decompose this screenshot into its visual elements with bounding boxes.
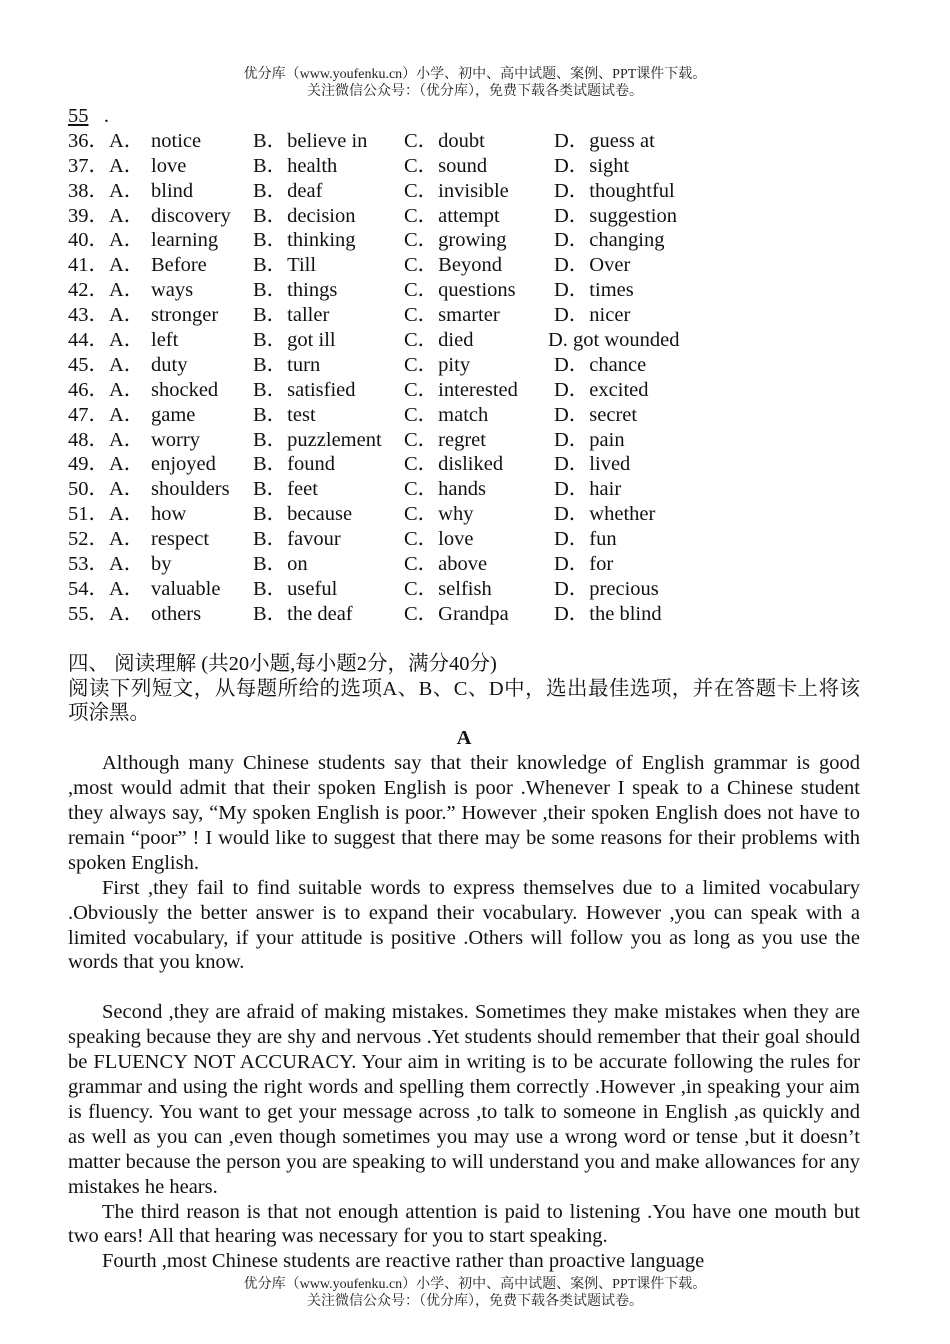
question-row [68, 179, 860, 204]
option-d: D．lived [554, 453, 631, 476]
option-c: C．Grandpa [404, 602, 509, 625]
option-c: C．love [404, 528, 474, 551]
option-c: C．smarter [404, 304, 500, 327]
option-b: B．health [253, 154, 338, 177]
question-number: 54．A． [68, 577, 145, 600]
question-row [68, 129, 860, 154]
option-c: C．hands [404, 478, 486, 501]
option-a: left [151, 329, 179, 352]
question-row [68, 602, 860, 627]
answer-blank: 55 [68, 105, 89, 127]
passage-paragraph: The third reason is that not enough attention is paid to listening .You have one mouth but two ears! All that hearing was necessary for you to start speaking. [68, 1200, 860, 1248]
question-number: 52．A． [68, 528, 145, 551]
option-a: stronger [151, 304, 219, 327]
option-b: B．useful [253, 577, 338, 600]
option-a: by [151, 553, 172, 576]
option-c: C．disliked [404, 453, 504, 476]
option-b: B．because [253, 503, 353, 526]
footer-line-1: 优分库（www.youfenku.cn）小学、初中、高中试题、案例、PPT课件下载。 [243, 1277, 707, 1292]
continuation-line [68, 104, 860, 129]
passage-title: A [456, 727, 472, 750]
option-d: D．whether [554, 503, 656, 526]
option-a: discovery [151, 204, 231, 227]
option-a: respect [151, 528, 210, 551]
option-a: shoulders [151, 478, 230, 501]
question-row [68, 328, 860, 353]
question-row [68, 353, 860, 378]
option-b: B．decision [253, 204, 356, 227]
question-number: 38．A． [68, 179, 145, 202]
option-a: shocked [151, 378, 219, 401]
option-c: C．invisible [404, 179, 509, 202]
option-a: valuable [151, 577, 221, 600]
question-row [68, 403, 860, 428]
options-list [68, 129, 860, 627]
option-d: D．Over [554, 254, 631, 277]
option-a: game [151, 403, 196, 426]
question-row [68, 428, 860, 453]
continuation-tail: . [98, 105, 109, 127]
question-number: 42．A． [68, 279, 145, 302]
option-b: B．on [253, 553, 308, 576]
passage-paragraph: Second ,they are afraid of making mistakes. Sometimes they make mistakes when they are speaking because they are shy and nervous .Yet students should remember that their goal should be FLUENCY NOT ACCURACY. Your aim in writing is to be accurate following the rules for grammar and using the right words and spelling them correctly .However ,in speaking your aim is fluency. You want to get your message across ,to talk to someone in English ,as quickly and as well as you can ,even though sometimes you may use a wrong word or tense ,but it doesn’t matter because the person you are speaking to will understand you and make allowances for any mistakes he hears. [68, 1001, 860, 1198]
section-heading: 四、 阅读理解 (共20小题,每小题2分，满分40分) [68, 652, 497, 675]
option-b: B．Till [253, 254, 317, 277]
question-number: 50．A． [68, 478, 145, 501]
question-number: 40．A． [68, 229, 145, 252]
option-c: C．Beyond [404, 254, 502, 277]
question-number: 48．A． [68, 428, 145, 451]
option-d: D．hair [554, 478, 622, 501]
question-number: 41．A． [68, 254, 145, 277]
option-c: C．regret [404, 428, 486, 451]
option-a: duty [151, 353, 188, 376]
question-row [68, 502, 860, 527]
option-d: D．excited [554, 378, 649, 401]
option-d: D. got wounded [548, 329, 680, 352]
option-a: learning [151, 229, 219, 252]
option-c: C．attempt [404, 204, 500, 227]
option-d: D．secret [554, 403, 638, 426]
question-number: 37．A． [68, 154, 145, 177]
question-number: 53．A． [68, 553, 145, 576]
option-d: D．guess at [554, 129, 655, 152]
question-number: 51．A． [68, 503, 145, 526]
option-c: C．interested [404, 378, 518, 401]
option-c: C．growing [404, 229, 507, 252]
question-number: 43．A． [68, 304, 145, 327]
option-d: D．suggestion [554, 204, 677, 227]
option-a: blind [151, 179, 194, 202]
question-number: 45．A． [68, 353, 145, 376]
option-b: B．believe in [253, 129, 368, 152]
option-c: C．why [404, 503, 474, 526]
footer-line-2: 关注微信公众号：（优分库），免费下载各类试题试卷。 [307, 1294, 643, 1309]
page-footer [0, 1276, 950, 1310]
option-d: D．changing [554, 229, 665, 252]
option-d: D．pain [554, 428, 625, 451]
option-b: B．the deaf [253, 602, 353, 625]
page-content [68, 104, 860, 1274]
question-row [68, 303, 860, 328]
passage-paragraph: Although many Chinese students say that their knowledge of English grammar is good ,most would admit that their spoken English is poor .Whenever I speak to a Chinese student they always say, “My spoken English is poor.” However ,their spoken English does not have to remain “poor” ! I would like to suggest that there may be some reasons for their problems with spoken English. [68, 752, 860, 874]
option-d: D．for [554, 553, 614, 576]
option-d: D．the blind [554, 602, 662, 625]
option-c: C．above [404, 553, 488, 576]
header-line-1: 优分库（www.youfenku.cn）小学、初中、高中试题、案例、PPT课件下载。 [243, 67, 707, 82]
question-row [68, 378, 860, 403]
option-a: ways [151, 279, 194, 302]
page-header [0, 66, 950, 100]
question-row [68, 278, 860, 303]
option-a: worry [151, 428, 200, 451]
option-b: B．things [253, 279, 338, 302]
question-number: 47．A． [68, 403, 145, 426]
option-b: B．test [253, 403, 316, 426]
option-b: B．feet [253, 478, 318, 501]
question-row [68, 204, 860, 229]
question-row [68, 577, 860, 602]
section-instruction: 阅读下列短文，从每题所给的选项A、B、C、D中，选出最佳选项，并在答题卡上将该项涂黑。 [68, 677, 860, 725]
passage-paragraph: Fourth ,most Chinese students are reactive rather than proactive language [102, 1250, 705, 1273]
option-b: B．found [253, 453, 335, 476]
question-number: 46．A． [68, 378, 145, 401]
question-row [68, 552, 860, 577]
header-line-2: 关注微信公众号：（优分库），免费下载各类试题试卷。 [307, 84, 643, 99]
option-b: B．puzzlement [253, 428, 382, 451]
option-d: D．chance [554, 353, 647, 376]
option-c: C．match [404, 403, 489, 426]
question-number: 39．A． [68, 204, 145, 227]
option-d: D．sight [554, 154, 630, 177]
question-row [68, 154, 860, 179]
option-b: B．got ill [253, 329, 336, 352]
option-a: love [151, 154, 187, 177]
question-number: 55．A． [68, 602, 145, 625]
question-row [68, 452, 860, 477]
option-c: C．questions [404, 279, 516, 302]
passage-paragraph: First ,they fail to find suitable words to express themselves due to a limited vocabulary .Obviously the better answer is to expand their vocabulary. However ,you can speak with a limited vocabulary, if your attitude is positive .Others will follow you as long as you use the words that you know. [68, 876, 860, 974]
option-c: C．doubt [404, 129, 485, 152]
option-b: B．taller [253, 304, 330, 327]
option-d: D．thoughtful [554, 179, 675, 202]
option-a: Before [151, 254, 207, 277]
option-a: notice [151, 129, 202, 152]
paragraph-gap [68, 975, 860, 1000]
option-b: B．favour [253, 528, 341, 551]
option-b: B．deaf [253, 179, 323, 202]
question-number: 36．A． [68, 129, 145, 152]
option-b: B．turn [253, 353, 321, 376]
question-row [68, 228, 860, 253]
question-number: 49．A． [68, 453, 145, 476]
option-c: C．died [404, 329, 474, 352]
question-number: 44．A． [68, 329, 145, 352]
option-c: C．selfish [404, 577, 492, 600]
option-b: B．satisfied [253, 378, 356, 401]
question-row [68, 477, 860, 502]
option-a: how [151, 503, 187, 526]
option-a: enjoyed [151, 453, 216, 476]
question-row [68, 253, 860, 278]
option-d: D．fun [554, 528, 617, 551]
option-b: B．thinking [253, 229, 356, 252]
option-d: D．nicer [554, 304, 631, 327]
option-c: C．pity [404, 353, 471, 376]
question-row [68, 527, 860, 552]
option-c: C．sound [404, 154, 488, 177]
option-a: others [151, 602, 202, 625]
option-d: D．times [554, 279, 634, 302]
option-d: D．precious [554, 577, 659, 600]
